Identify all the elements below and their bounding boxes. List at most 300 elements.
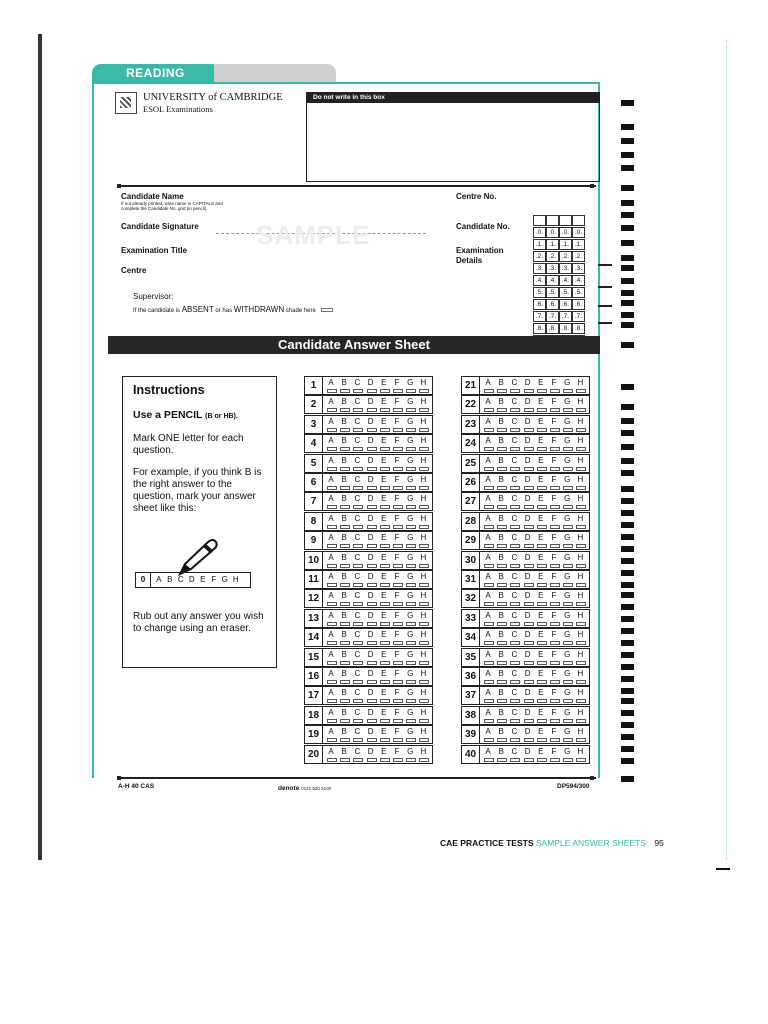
answer-option[interactable]: D bbox=[365, 378, 377, 388]
grid-write-box[interactable] bbox=[559, 215, 572, 226]
answer-option[interactable]: F bbox=[391, 494, 403, 504]
answer-option[interactable]: B bbox=[495, 630, 507, 640]
answer-option[interactable]: E bbox=[378, 494, 390, 504]
answer-option[interactable]: A bbox=[482, 475, 494, 485]
answer-option[interactable]: B bbox=[495, 456, 507, 466]
answer-option[interactable]: D bbox=[365, 630, 377, 640]
answer-option[interactable]: E bbox=[378, 591, 390, 601]
grid-digit[interactable]: .8. bbox=[572, 323, 585, 334]
answer-option[interactable]: A bbox=[482, 378, 494, 388]
answer-option[interactable]: G bbox=[561, 378, 573, 388]
absent-shade-box[interactable] bbox=[321, 308, 333, 312]
answer-option[interactable]: H bbox=[417, 591, 429, 601]
answer-option[interactable]: F bbox=[391, 669, 403, 679]
answer-option[interactable]: D bbox=[522, 630, 534, 640]
answer-option[interactable]: C bbox=[508, 727, 520, 737]
answer-option[interactable]: F bbox=[391, 514, 403, 524]
answer-option[interactable]: B bbox=[338, 708, 350, 718]
answer-option[interactable]: G bbox=[404, 456, 416, 466]
answer-option[interactable]: E bbox=[378, 475, 390, 485]
grid-digit[interactable]: .2. bbox=[559, 251, 572, 262]
answer-option[interactable]: H bbox=[574, 572, 586, 582]
answer-option[interactable]: F bbox=[548, 456, 560, 466]
answer-option[interactable]: G bbox=[404, 553, 416, 563]
answer-option[interactable]: F bbox=[391, 533, 403, 543]
answer-option[interactable]: F bbox=[548, 533, 560, 543]
answer-option[interactable]: H bbox=[417, 514, 429, 524]
answer-option[interactable]: G bbox=[561, 397, 573, 407]
answer-option[interactable]: C bbox=[508, 417, 520, 427]
answer-option[interactable]: B bbox=[495, 650, 507, 660]
answer-option[interactable]: D bbox=[522, 747, 534, 757]
answer-option[interactable]: F bbox=[391, 456, 403, 466]
answer-option[interactable]: E bbox=[535, 417, 547, 427]
answer-option[interactable]: G bbox=[404, 747, 416, 757]
answer-option[interactable]: C bbox=[351, 688, 363, 698]
answer-option[interactable]: G bbox=[404, 475, 416, 485]
answer-option[interactable]: B bbox=[495, 669, 507, 679]
answer-option[interactable]: B bbox=[338, 650, 350, 660]
answer-option[interactable]: H bbox=[417, 397, 429, 407]
grid-digit[interactable]: .8. bbox=[559, 323, 572, 334]
answer-option[interactable]: C bbox=[508, 688, 520, 698]
answer-option[interactable]: C bbox=[351, 650, 363, 660]
answer-option[interactable]: E bbox=[535, 378, 547, 388]
grid-digit[interactable]: .7. bbox=[546, 311, 559, 322]
grid-digit[interactable]: .5. bbox=[559, 287, 572, 298]
answer-option[interactable]: F bbox=[391, 688, 403, 698]
answer-option[interactable]: H bbox=[574, 533, 586, 543]
answer-option[interactable]: E bbox=[535, 514, 547, 524]
answer-option[interactable]: F bbox=[391, 417, 403, 427]
answer-option[interactable]: D bbox=[365, 533, 377, 543]
answer-option[interactable]: D bbox=[522, 553, 534, 563]
answer-option[interactable]: E bbox=[535, 572, 547, 582]
answer-option[interactable]: D bbox=[365, 572, 377, 582]
answer-option[interactable]: B bbox=[495, 727, 507, 737]
answer-option[interactable]: C bbox=[508, 669, 520, 679]
answer-option[interactable]: C bbox=[508, 456, 520, 466]
answer-option[interactable]: H bbox=[417, 572, 429, 582]
answer-option[interactable]: H bbox=[574, 650, 586, 660]
answer-option[interactable]: B bbox=[495, 475, 507, 485]
answer-option[interactable]: B bbox=[495, 553, 507, 563]
answer-option[interactable]: A bbox=[325, 708, 337, 718]
answer-option[interactable]: D bbox=[365, 611, 377, 621]
answer-option[interactable]: A bbox=[482, 397, 494, 407]
answer-option[interactable]: H bbox=[574, 417, 586, 427]
answer-option[interactable]: E bbox=[535, 494, 547, 504]
answer-option[interactable]: A bbox=[325, 397, 337, 407]
answer-option[interactable]: A bbox=[482, 611, 494, 621]
answer-option[interactable]: G bbox=[561, 708, 573, 718]
answer-option[interactable]: H bbox=[417, 553, 429, 563]
answer-option[interactable]: F bbox=[391, 475, 403, 485]
answer-option[interactable]: E bbox=[535, 630, 547, 640]
answer-option[interactable]: A bbox=[325, 533, 337, 543]
answer-option[interactable]: D bbox=[522, 514, 534, 524]
answer-option[interactable]: E bbox=[535, 727, 547, 737]
grid-digit[interactable]: .0. bbox=[533, 227, 546, 238]
answer-option[interactable]: G bbox=[561, 611, 573, 621]
answer-option[interactable]: B bbox=[338, 591, 350, 601]
answer-option[interactable]: B bbox=[495, 417, 507, 427]
answer-option[interactable]: G bbox=[561, 553, 573, 563]
answer-option[interactable]: E bbox=[535, 708, 547, 718]
answer-option[interactable]: D bbox=[365, 727, 377, 737]
answer-option[interactable]: D bbox=[522, 669, 534, 679]
answer-option[interactable]: E bbox=[378, 669, 390, 679]
answer-option[interactable]: G bbox=[404, 417, 416, 427]
answer-option[interactable]: C bbox=[508, 514, 520, 524]
answer-option[interactable]: H bbox=[574, 708, 586, 718]
answer-option[interactable]: C bbox=[351, 611, 363, 621]
answer-option[interactable]: H bbox=[574, 514, 586, 524]
answer-option[interactable]: B bbox=[495, 378, 507, 388]
grid-digit[interactable]: .4. bbox=[533, 275, 546, 286]
answer-option[interactable]: F bbox=[391, 553, 403, 563]
answer-option[interactable]: A bbox=[482, 533, 494, 543]
answer-option[interactable]: F bbox=[548, 514, 560, 524]
grid-digit[interactable]: .6. bbox=[533, 299, 546, 310]
answer-option[interactable]: C bbox=[351, 747, 363, 757]
answer-option[interactable]: B bbox=[338, 378, 350, 388]
answer-option[interactable]: D bbox=[365, 475, 377, 485]
answer-option[interactable]: H bbox=[574, 475, 586, 485]
grid-digit[interactable]: .7. bbox=[572, 311, 585, 322]
answer-option[interactable]: B bbox=[495, 436, 507, 446]
answer-option[interactable]: H bbox=[574, 747, 586, 757]
answer-option[interactable]: D bbox=[522, 727, 534, 737]
grid-write-box[interactable] bbox=[533, 215, 546, 226]
answer-option[interactable]: D bbox=[522, 708, 534, 718]
answer-option[interactable]: B bbox=[495, 747, 507, 757]
answer-option[interactable]: F bbox=[548, 747, 560, 757]
grid-digit[interactable]: .3. bbox=[572, 263, 585, 274]
answer-option[interactable]: D bbox=[365, 417, 377, 427]
answer-option[interactable]: H bbox=[417, 417, 429, 427]
answer-option[interactable]: E bbox=[378, 397, 390, 407]
grid-digit[interactable]: .6. bbox=[559, 299, 572, 310]
answer-option[interactable]: A bbox=[325, 669, 337, 679]
answer-option[interactable]: F bbox=[548, 494, 560, 504]
answer-option[interactable]: D bbox=[522, 611, 534, 621]
answer-option[interactable]: C bbox=[508, 553, 520, 563]
answer-option[interactable]: F bbox=[548, 650, 560, 660]
answer-option[interactable]: A bbox=[482, 630, 494, 640]
answer-option[interactable]: C bbox=[351, 708, 363, 718]
answer-option[interactable]: F bbox=[548, 591, 560, 601]
answer-option[interactable]: H bbox=[417, 611, 429, 621]
answer-option[interactable]: H bbox=[417, 494, 429, 504]
answer-option[interactable]: D bbox=[522, 456, 534, 466]
answer-option[interactable]: G bbox=[561, 727, 573, 737]
answer-option[interactable]: H bbox=[574, 494, 586, 504]
answer-option[interactable]: C bbox=[508, 397, 520, 407]
answer-option[interactable]: D bbox=[522, 397, 534, 407]
answer-option[interactable]: A bbox=[482, 417, 494, 427]
answer-option[interactable]: H bbox=[417, 650, 429, 660]
answer-option[interactable]: B bbox=[495, 708, 507, 718]
answer-option[interactable]: B bbox=[495, 688, 507, 698]
answer-option[interactable]: C bbox=[351, 727, 363, 737]
answer-option[interactable]: C bbox=[508, 591, 520, 601]
answer-option[interactable]: F bbox=[391, 630, 403, 640]
answer-option[interactable]: C bbox=[351, 456, 363, 466]
answer-option[interactable]: G bbox=[404, 572, 416, 582]
answer-option[interactable]: B bbox=[338, 611, 350, 621]
answer-option[interactable]: B bbox=[338, 494, 350, 504]
answer-option[interactable]: E bbox=[378, 630, 390, 640]
answer-option[interactable]: D bbox=[522, 475, 534, 485]
answer-option[interactable]: D bbox=[522, 650, 534, 660]
answer-option[interactable]: F bbox=[391, 397, 403, 407]
answer-option[interactable]: D bbox=[365, 494, 377, 504]
answer-option[interactable]: E bbox=[535, 397, 547, 407]
answer-option[interactable]: E bbox=[378, 727, 390, 737]
answer-option[interactable]: E bbox=[535, 611, 547, 621]
answer-option[interactable]: G bbox=[561, 650, 573, 660]
answer-option[interactable]: D bbox=[522, 378, 534, 388]
answer-option[interactable]: H bbox=[574, 456, 586, 466]
grid-digit[interactable]: .4. bbox=[546, 275, 559, 286]
answer-option[interactable]: G bbox=[404, 708, 416, 718]
answer-option[interactable]: A bbox=[325, 650, 337, 660]
answer-option[interactable]: F bbox=[391, 591, 403, 601]
answer-option[interactable]: G bbox=[404, 611, 416, 621]
answer-option[interactable]: D bbox=[522, 436, 534, 446]
answer-option[interactable]: A bbox=[482, 747, 494, 757]
answer-option[interactable]: A bbox=[325, 591, 337, 601]
grid-digit[interactable]: .1. bbox=[559, 239, 572, 250]
answer-option[interactable]: H bbox=[574, 378, 586, 388]
answer-option[interactable]: D bbox=[365, 397, 377, 407]
answer-option[interactable]: H bbox=[574, 630, 586, 640]
answer-option[interactable]: F bbox=[548, 669, 560, 679]
answer-option[interactable]: C bbox=[351, 514, 363, 524]
answer-option[interactable]: E bbox=[378, 611, 390, 621]
answer-option[interactable]: B bbox=[338, 436, 350, 446]
answer-option[interactable]: D bbox=[365, 514, 377, 524]
answer-option[interactable]: E bbox=[535, 475, 547, 485]
answer-option[interactable]: C bbox=[351, 630, 363, 640]
answer-option[interactable]: G bbox=[561, 572, 573, 582]
answer-option[interactable]: B bbox=[495, 533, 507, 543]
answer-option[interactable]: A bbox=[482, 650, 494, 660]
answer-option[interactable]: A bbox=[325, 688, 337, 698]
grid-digit[interactable]: .5. bbox=[572, 287, 585, 298]
grid-digit[interactable]: .8. bbox=[546, 323, 559, 334]
grid-digit[interactable]: .6. bbox=[546, 299, 559, 310]
answer-option[interactable]: A bbox=[482, 591, 494, 601]
answer-option[interactable]: G bbox=[561, 494, 573, 504]
answer-option[interactable]: A bbox=[482, 572, 494, 582]
answer-option[interactable]: E bbox=[378, 514, 390, 524]
answer-option[interactable]: A bbox=[325, 436, 337, 446]
grid-digit[interactable]: .2. bbox=[546, 251, 559, 262]
answer-option[interactable]: C bbox=[508, 572, 520, 582]
answer-option[interactable]: E bbox=[378, 688, 390, 698]
answer-option[interactable]: G bbox=[404, 514, 416, 524]
answer-option[interactable]: D bbox=[365, 650, 377, 660]
answer-option[interactable]: H bbox=[417, 747, 429, 757]
answer-option[interactable]: B bbox=[338, 397, 350, 407]
answer-option[interactable]: C bbox=[508, 436, 520, 446]
answer-option[interactable]: C bbox=[351, 591, 363, 601]
answer-option[interactable]: B bbox=[338, 669, 350, 679]
answer-option[interactable]: B bbox=[495, 591, 507, 601]
answer-option[interactable]: E bbox=[378, 417, 390, 427]
answer-option[interactable]: G bbox=[404, 591, 416, 601]
answer-option[interactable]: E bbox=[378, 456, 390, 466]
answer-option[interactable]: E bbox=[535, 553, 547, 563]
answer-option[interactable]: A bbox=[482, 494, 494, 504]
grid-digit[interactable]: .4. bbox=[572, 275, 585, 286]
answer-option[interactable]: F bbox=[548, 397, 560, 407]
answer-option[interactable]: D bbox=[365, 688, 377, 698]
answer-option[interactable]: G bbox=[561, 591, 573, 601]
answer-option[interactable]: F bbox=[548, 475, 560, 485]
answer-option[interactable]: H bbox=[574, 591, 586, 601]
answer-option[interactable]: H bbox=[417, 533, 429, 543]
answer-option[interactable]: G bbox=[561, 514, 573, 524]
answer-option[interactable]: F bbox=[548, 378, 560, 388]
grid-digit[interactable]: .3. bbox=[533, 263, 546, 274]
answer-option[interactable]: F bbox=[548, 630, 560, 640]
grid-write-box[interactable] bbox=[572, 215, 585, 226]
answer-option[interactable]: A bbox=[482, 553, 494, 563]
answer-option[interactable]: E bbox=[378, 572, 390, 582]
answer-option[interactable]: F bbox=[548, 611, 560, 621]
grid-digit[interactable]: .7. bbox=[533, 311, 546, 322]
grid-digit[interactable]: .0. bbox=[559, 227, 572, 238]
answer-option[interactable]: B bbox=[338, 456, 350, 466]
grid-digit[interactable]: .8. bbox=[533, 323, 546, 334]
answer-option[interactable]: E bbox=[535, 747, 547, 757]
answer-option[interactable]: A bbox=[325, 611, 337, 621]
answer-option[interactable]: H bbox=[417, 688, 429, 698]
answer-option[interactable]: E bbox=[378, 553, 390, 563]
answer-option[interactable]: C bbox=[351, 397, 363, 407]
answer-option[interactable]: A bbox=[325, 475, 337, 485]
answer-option[interactable]: H bbox=[417, 378, 429, 388]
answer-option[interactable]: E bbox=[535, 688, 547, 698]
answer-option[interactable]: E bbox=[378, 378, 390, 388]
answer-option[interactable]: B bbox=[338, 688, 350, 698]
answer-option[interactable]: E bbox=[535, 456, 547, 466]
answer-option[interactable]: E bbox=[378, 747, 390, 757]
answer-option[interactable]: B bbox=[495, 397, 507, 407]
answer-option[interactable]: F bbox=[548, 688, 560, 698]
answer-option[interactable]: B bbox=[338, 553, 350, 563]
answer-option[interactable]: F bbox=[548, 436, 560, 446]
answer-option[interactable]: A bbox=[482, 669, 494, 679]
answer-option[interactable]: G bbox=[561, 456, 573, 466]
answer-option[interactable]: A bbox=[325, 727, 337, 737]
answer-option[interactable]: B bbox=[338, 630, 350, 640]
answer-option[interactable]: D bbox=[522, 494, 534, 504]
answer-option[interactable]: F bbox=[391, 611, 403, 621]
answer-option[interactable]: H bbox=[574, 727, 586, 737]
grid-digit[interactable]: .0. bbox=[572, 227, 585, 238]
answer-option[interactable]: C bbox=[351, 494, 363, 504]
answer-option[interactable]: F bbox=[548, 417, 560, 427]
answer-option[interactable]: A bbox=[325, 572, 337, 582]
answer-option[interactable]: H bbox=[574, 669, 586, 679]
answer-option[interactable]: A bbox=[482, 727, 494, 737]
answer-option[interactable]: G bbox=[561, 475, 573, 485]
grid-digit[interactable]: .5. bbox=[533, 287, 546, 298]
answer-option[interactable]: F bbox=[548, 708, 560, 718]
answer-option[interactable]: A bbox=[325, 456, 337, 466]
answer-option[interactable]: A bbox=[325, 417, 337, 427]
answer-option[interactable]: G bbox=[561, 669, 573, 679]
answer-option[interactable]: A bbox=[325, 378, 337, 388]
answer-option[interactable]: F bbox=[391, 747, 403, 757]
answer-option[interactable]: F bbox=[391, 572, 403, 582]
answer-option[interactable]: B bbox=[338, 417, 350, 427]
answer-option[interactable]: H bbox=[417, 456, 429, 466]
answer-option[interactable]: E bbox=[535, 591, 547, 601]
answer-option[interactable]: C bbox=[351, 378, 363, 388]
answer-option[interactable]: E bbox=[535, 436, 547, 446]
grid-digit[interactable]: .3. bbox=[546, 263, 559, 274]
answer-option[interactable]: F bbox=[391, 708, 403, 718]
answer-option[interactable]: G bbox=[404, 397, 416, 407]
answer-option[interactable]: C bbox=[351, 553, 363, 563]
grid-write-box[interactable] bbox=[546, 215, 559, 226]
answer-option[interactable]: B bbox=[495, 494, 507, 504]
answer-option[interactable]: D bbox=[365, 553, 377, 563]
grid-digit[interactable]: .4. bbox=[559, 275, 572, 286]
answer-option[interactable]: A bbox=[325, 514, 337, 524]
answer-option[interactable]: B bbox=[338, 533, 350, 543]
answer-option[interactable]: G bbox=[404, 650, 416, 660]
answer-option[interactable]: F bbox=[391, 650, 403, 660]
answer-option[interactable]: G bbox=[561, 436, 573, 446]
answer-option[interactable]: E bbox=[378, 436, 390, 446]
answer-option[interactable]: C bbox=[351, 417, 363, 427]
answer-option[interactable]: A bbox=[482, 688, 494, 698]
answer-option[interactable]: C bbox=[508, 708, 520, 718]
answer-option[interactable]: A bbox=[325, 553, 337, 563]
answer-option[interactable]: E bbox=[378, 533, 390, 543]
answer-option[interactable]: F bbox=[548, 553, 560, 563]
answer-option[interactable]: G bbox=[561, 630, 573, 640]
answer-option[interactable]: B bbox=[338, 475, 350, 485]
answer-option[interactable]: H bbox=[574, 611, 586, 621]
answer-option[interactable]: D bbox=[522, 417, 534, 427]
answer-option[interactable]: C bbox=[508, 611, 520, 621]
answer-option[interactable]: B bbox=[495, 514, 507, 524]
grid-digit[interactable]: .1. bbox=[533, 239, 546, 250]
answer-option[interactable]: D bbox=[365, 456, 377, 466]
answer-option[interactable]: D bbox=[522, 688, 534, 698]
answer-option[interactable]: D bbox=[365, 591, 377, 601]
answer-option[interactable]: E bbox=[535, 650, 547, 660]
answer-option[interactable]: A bbox=[482, 436, 494, 446]
answer-option[interactable]: D bbox=[522, 572, 534, 582]
answer-option[interactable]: G bbox=[404, 436, 416, 446]
answer-option[interactable]: H bbox=[417, 669, 429, 679]
answer-option[interactable]: C bbox=[351, 475, 363, 485]
grid-digit[interactable]: .6. bbox=[572, 299, 585, 310]
answer-option[interactable]: C bbox=[351, 572, 363, 582]
answer-option[interactable]: B bbox=[495, 611, 507, 621]
answer-option[interactable]: A bbox=[325, 494, 337, 504]
answer-option[interactable]: F bbox=[391, 727, 403, 737]
answer-option[interactable]: G bbox=[404, 494, 416, 504]
